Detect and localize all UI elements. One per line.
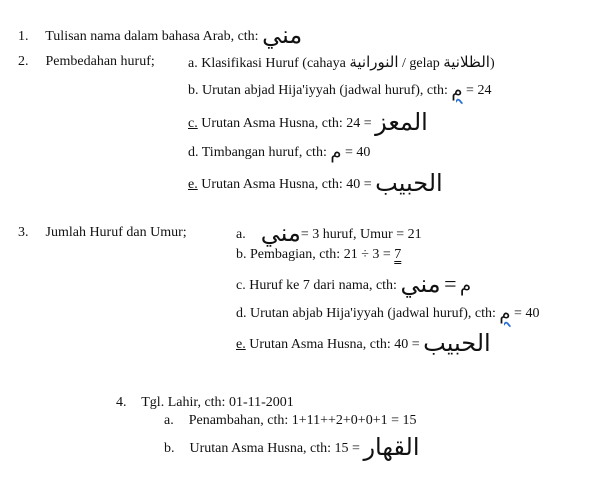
item-3d-value: = 40 — [514, 306, 540, 321]
item-2c — [188, 108, 428, 136]
arabic-al-habib: الحبيب — [423, 329, 491, 357]
item-2 — [18, 53, 155, 71]
item-2c-text: Urutan Asma Husna, cth: 24 = — [201, 116, 372, 131]
item-4-number: 4. — [116, 395, 127, 410]
item-3b-result: 7 — [394, 247, 402, 262]
item-3c — [236, 270, 472, 298]
item-3 — [18, 224, 187, 242]
item-1-text: Tulisan nama dalam bahasa Arab, cth: — [45, 29, 259, 44]
arabic-al-habib: الحبيب — [375, 169, 443, 197]
item-2b-value: = 24 — [466, 83, 492, 98]
arabic-mim: م — [451, 80, 463, 101]
item-4a-text: Penambahan, cth: 1+11++2+0+0+1 = 15 — [188, 413, 417, 428]
item-3a-text: = 3 huruf, Umur = 21 — [300, 227, 422, 242]
item-2e-marker: e. — [188, 177, 198, 192]
item-3b-text: Pembagian, cth: 21 ÷ 3 = — [250, 247, 391, 262]
item-4a-marker: a. — [164, 413, 174, 428]
item-2b-marker: b. — [188, 83, 199, 98]
item-2e — [188, 169, 443, 197]
arabic-al-muiz: المعز — [375, 108, 428, 136]
item-1 — [18, 21, 303, 49]
item-2b — [188, 82, 491, 100]
item-4a — [164, 412, 417, 430]
item-2e-text: Urutan Asma Husna, cth: 40 = — [201, 177, 372, 192]
item-2a-close: ) — [489, 56, 495, 71]
item-2d-text: Timbangan huruf, cth: — [201, 145, 327, 160]
arabic-nuraniyah: النورانية — [349, 53, 399, 71]
arabic-name: مني — [400, 270, 441, 298]
item-4 — [116, 394, 294, 412]
item-2c-marker: c. — [188, 116, 198, 131]
item-2b-text: Urutan abjad Hija'iyyah (jadwal huruf), cth: — [202, 83, 448, 98]
arabic-mim: م — [499, 303, 511, 324]
item-3b-marker: b. — [236, 247, 247, 262]
item-2-heading: Pembedahan huruf; — [45, 54, 155, 69]
item-3e-text: Urutan Asma Husna, cth: 40 = — [249, 337, 420, 352]
item-3c-marker: c. — [236, 278, 246, 293]
item-3c-text: Huruf ke 7 dari nama, cth: — [249, 278, 397, 293]
item-3a — [236, 219, 422, 247]
item-2d-value: = 40 — [345, 145, 371, 160]
item-4-heading: Tgl. Lahir, cth: 01-11-2001 — [141, 395, 294, 410]
item-2a-text: Klasifikasi Huruf (cahaya — [201, 56, 346, 71]
arabic-name: مني — [262, 21, 303, 49]
item-4b-text: Urutan Asma Husna, cth: 15 = — [189, 441, 360, 456]
item-2d — [188, 144, 370, 162]
item-4b-marker: b. — [164, 441, 175, 456]
item-2-number: 2. — [18, 54, 29, 69]
item-3b — [236, 246, 401, 264]
item-3d — [236, 305, 539, 323]
arabic-mim: م — [330, 142, 342, 163]
item-3-number: 3. — [18, 225, 29, 240]
item-3e-marker: e. — [236, 337, 246, 352]
item-4b — [164, 433, 420, 461]
arabic-name: مني — [260, 219, 301, 247]
arabic-mim: م — [459, 275, 472, 296]
item-1-number: 1. — [18, 29, 29, 44]
item-2a — [188, 53, 495, 73]
item-3-heading: Jumlah Huruf dan Umur; — [45, 225, 187, 240]
arabic-dzulaniyah: الظلانية — [443, 53, 490, 71]
item-3d-text: Urutan abjab Hija'iyyah (jadwal huruf), cth: — [250, 306, 496, 321]
item-2a-marker: a. — [188, 56, 198, 71]
item-2d-marker: d. — [188, 145, 199, 160]
item-3d-marker: d. — [236, 306, 247, 321]
arabic-al-qahhar: القهار — [363, 433, 420, 461]
item-3a-marker: a. — [236, 227, 246, 242]
item-2a-mid: / gelap — [402, 56, 440, 71]
item-3c-equals: = — [444, 271, 457, 296]
item-3e — [236, 329, 491, 357]
